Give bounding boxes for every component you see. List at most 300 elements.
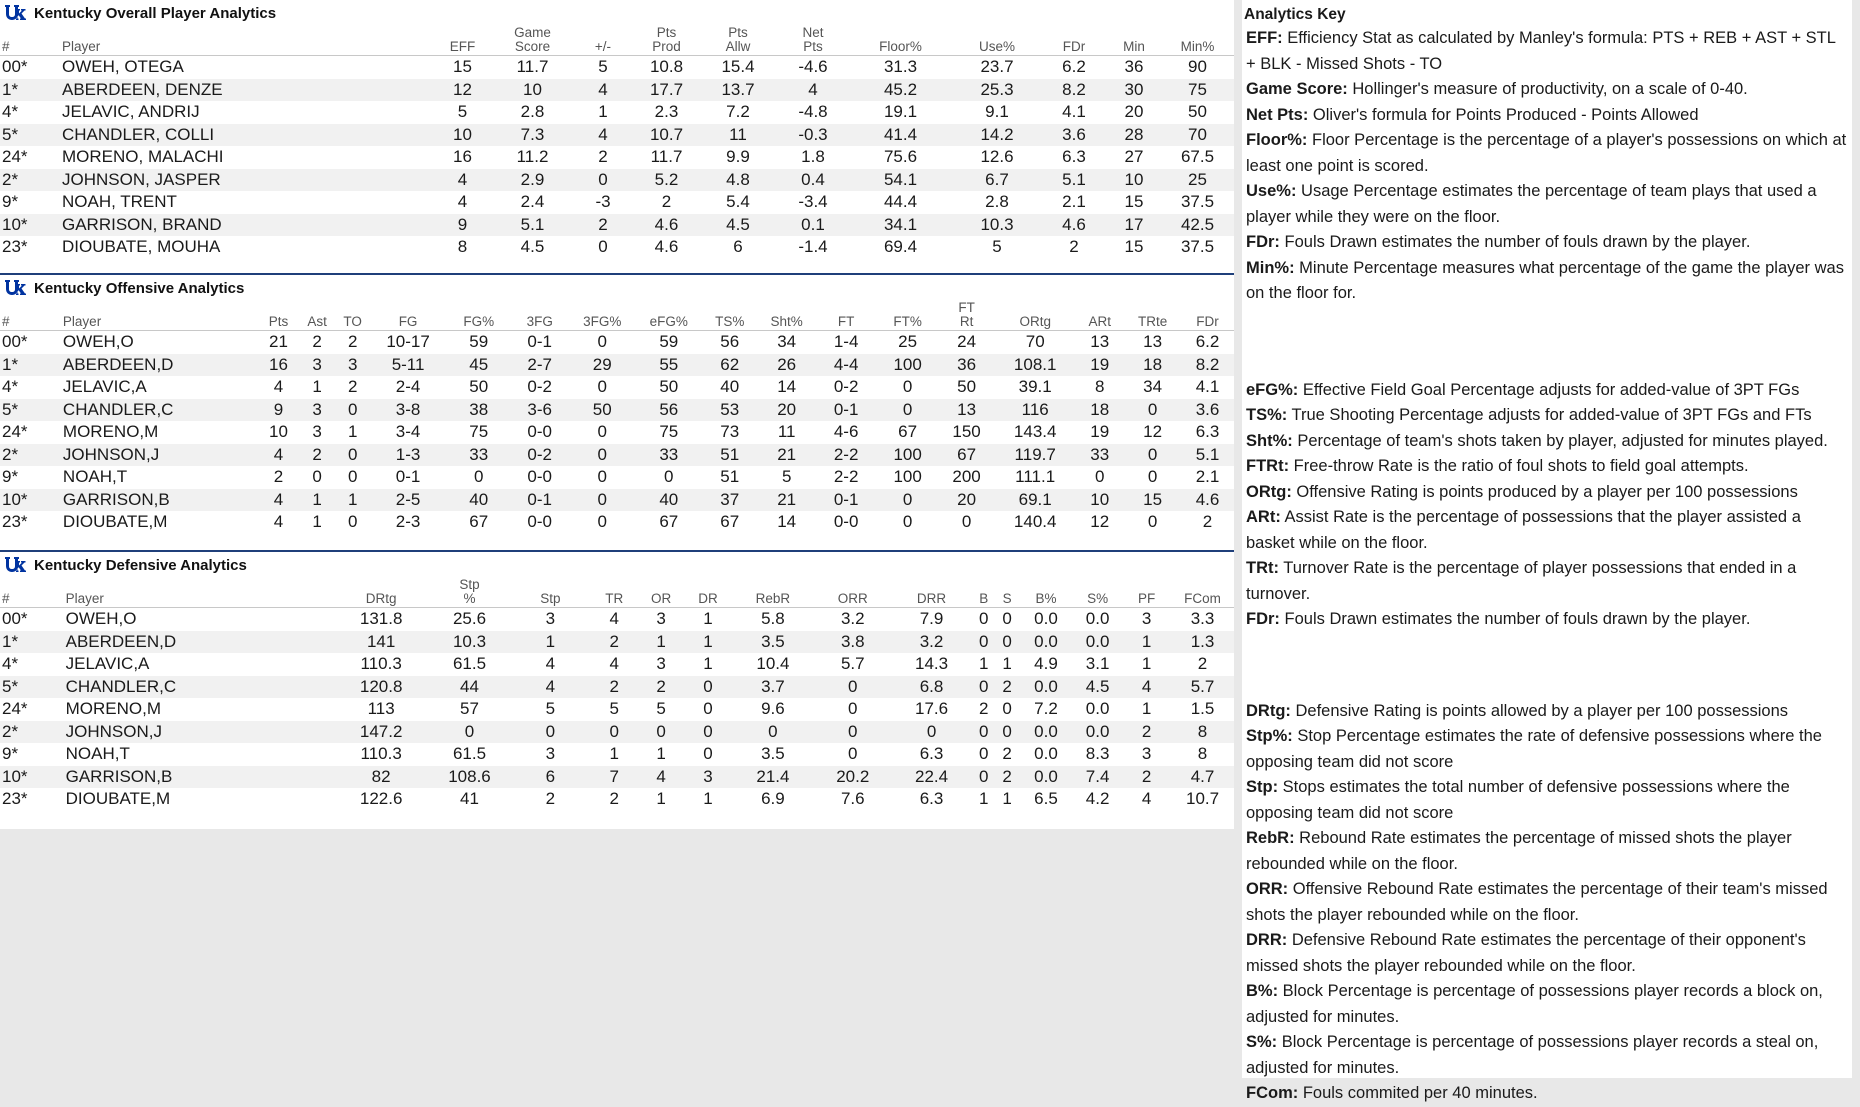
stat-cell: 0 [891, 721, 972, 744]
column-header-line2: % [463, 591, 476, 606]
stat-cell: 15 [1124, 489, 1181, 512]
column-header [299, 301, 336, 331]
column-header-line2: DRR [916, 591, 947, 606]
jersey-number-cell: 2* [0, 721, 60, 744]
key-term: FDr: [1246, 233, 1280, 251]
key-entry [1242, 607, 1852, 633]
player-name-cell: JELAVIC, ANDRIJ [62, 102, 200, 121]
column-header-line2: RebR [755, 591, 791, 606]
stat-cell: 8 [1197, 744, 1208, 763]
stat-cell: 4 [1122, 676, 1171, 699]
stat-cell: 5 [545, 699, 556, 718]
key-entry [1242, 1081, 1852, 1107]
key-description: Fouls Drawn estimates the number of fouls drawn by the player. [1279, 610, 1751, 628]
stat-cell: 0-1 [815, 399, 877, 422]
key-entry [1242, 480, 1852, 506]
stat-cell: 36 [1124, 57, 1144, 76]
overall-analytics-section [0, 0, 1234, 273]
defensive-analytics-section [0, 550, 1234, 829]
stat-cell: 0-0 [527, 467, 552, 486]
stat-cell: 5-11 [370, 354, 446, 377]
stat-cell: 0.0 [1085, 699, 1110, 718]
stat-cell: 0 [335, 399, 370, 422]
key-term: Stp%: [1246, 727, 1293, 745]
stat-cell: 33 [446, 444, 511, 467]
stat-cell: 27 [1124, 147, 1144, 166]
defensive-header-row [0, 578, 1234, 608]
stat-cell: 2 [1069, 237, 1079, 256]
key-description: Percentage of team's shots taken by player, adjusted for minutes played. [1292, 431, 1828, 450]
stat-cell: 45 [446, 354, 511, 377]
stat-cell: 4.5 [520, 237, 545, 256]
column-header [258, 301, 299, 331]
stat-cell: 5 [609, 699, 620, 718]
stat-cell: 0.0 [1073, 631, 1122, 654]
stat-cell: 3.8 [814, 631, 891, 654]
stat-cell: 19.1 [883, 102, 918, 121]
column-header-line2: 3FG% [583, 314, 622, 329]
stat-cell: 14 [777, 512, 797, 531]
stat-cell: 20.2 [814, 766, 891, 789]
key-term: TS%: [1246, 406, 1288, 424]
stat-cell: 1 [299, 489, 336, 512]
table-row [0, 56, 1234, 79]
stat-cell: 2 [312, 332, 322, 351]
stat-cell: 1 [656, 789, 666, 808]
table-row [0, 466, 1234, 489]
stat-cell: 34.1 [848, 214, 953, 237]
stat-cell: 41 [460, 789, 479, 808]
stat-cell: 4 [638, 766, 685, 789]
table-row [0, 124, 1234, 147]
column-header-line2: Pts [268, 314, 289, 329]
stat-cell: 0 [638, 721, 685, 744]
stat-cell: 10.4 [756, 654, 790, 673]
column-header [1124, 301, 1181, 331]
stat-cell: 4.6 [1041, 214, 1107, 237]
stat-cell: 0-1 [815, 489, 877, 512]
column-header [972, 578, 995, 608]
column-header-line2: Allw [725, 39, 751, 54]
column-header [778, 26, 848, 56]
table-row [0, 331, 1234, 354]
key-description: True Shooting Percentage adjusts for added-value of 3PT FGs and FTs [1287, 406, 1812, 424]
stat-cell: 6.3 [1195, 422, 1220, 441]
stat-cell: 3 [685, 766, 732, 789]
stat-cell: 3.6 [1181, 399, 1234, 422]
stat-cell: 0.0 [1085, 609, 1110, 628]
kentucky-uk-logo-icon [4, 3, 26, 23]
key-entry [1242, 826, 1852, 877]
column-header [370, 301, 446, 331]
stat-cell: 59 [659, 332, 679, 351]
stat-cell: 1 [335, 489, 370, 512]
stat-cell: 15.4 [721, 57, 755, 76]
stat-cell: 69.1 [995, 489, 1075, 512]
stat-cell: 31.3 [883, 57, 918, 76]
key-description: Offensive Rating is points produced by a player per 100 possessions [1291, 482, 1798, 501]
stat-cell: 1-4 [833, 332, 859, 351]
column-header [953, 26, 1041, 56]
stat-cell: 0 [848, 744, 858, 763]
stat-cell: 1 [685, 631, 732, 654]
key-entry [1242, 26, 1852, 77]
jersey-number-cell: 24* [2, 699, 28, 718]
table-row [0, 169, 1234, 192]
stat-cell: 2-3 [395, 512, 421, 531]
jersey-number-cell: 9* [2, 192, 19, 211]
stat-cell: 10 [1107, 169, 1161, 192]
key-term: ORtg: [1246, 482, 1292, 501]
key-term: Game Score: [1246, 80, 1348, 98]
column-header-line2: # [2, 591, 10, 606]
stat-cell: 4 [510, 676, 591, 699]
stat-cell: 2 [1202, 512, 1213, 531]
table-row [0, 608, 1234, 631]
stat-cell: 14.2 [953, 124, 1041, 147]
table-row [0, 101, 1234, 124]
stat-cell: 2 [995, 676, 1018, 699]
player-name-cell: ABERDEEN,D [57, 354, 258, 377]
stat-cell: 1 [703, 609, 713, 628]
stat-cell: 0 [429, 721, 510, 744]
player-name-cell: CHANDLER,C [57, 399, 258, 422]
stat-cell: 2 [591, 631, 638, 654]
stat-cell: 11 [777, 422, 796, 441]
stat-cell: 108.6 [429, 766, 510, 789]
jersey-number-cell: 1* [0, 631, 60, 654]
stat-cell: 2.1 [1062, 192, 1086, 211]
jersey-number-cell: 9* [2, 744, 19, 763]
defensive-analytics-table [0, 578, 1234, 811]
stat-cell: 67 [938, 444, 995, 467]
table-row [0, 766, 1234, 789]
stat-cell: 13 [938, 399, 995, 422]
key-description: Offensive Rebound Rate estimates the percentage of their team's missed shots the player rebounded while on the floor. [1246, 880, 1828, 924]
defensive-analytics-title: Kentucky Defensive Analytics [34, 556, 247, 574]
stat-cell: 20 [938, 489, 995, 512]
stat-cell: 11.7 [650, 147, 683, 166]
stat-cell: 10.7 [635, 124, 698, 147]
stat-cell: 3 [545, 744, 556, 763]
stat-cell: 5 [656, 699, 666, 718]
stat-cell: 0 [1095, 467, 1105, 486]
player-name-cell: JOHNSON,J [60, 721, 334, 744]
stat-cell: 1 [598, 102, 608, 121]
stat-cell: 6.8 [891, 676, 972, 699]
stat-cell: 67.5 [1180, 147, 1215, 166]
column-header-line2: FCom [1184, 591, 1221, 606]
key-description: Hollinger's measure of productivity, on a scale of 0-40. [1347, 80, 1748, 98]
stat-cell: 19 [1075, 354, 1124, 377]
key-group-offensive [1242, 378, 1852, 633]
stat-cell: 2.1 [1195, 467, 1220, 486]
stat-cell: 2-4 [395, 377, 421, 396]
stat-cell: 37 [701, 489, 758, 512]
player-name-cell: DIOUBATE, MOUHA [62, 237, 221, 256]
jersey-number-cell: 10* [0, 766, 60, 789]
stat-cell: 0-2 [527, 377, 552, 396]
column-header [429, 578, 510, 608]
stat-cell: 8 [457, 237, 468, 256]
stat-cell: 17.7 [635, 79, 698, 102]
stat-cell: 13.7 [698, 79, 778, 102]
column-header [0, 26, 56, 56]
stat-cell: 28 [1107, 124, 1161, 147]
offensive-table-body [0, 331, 1234, 534]
key-entry [1242, 403, 1852, 429]
stat-cell: 21.4 [731, 766, 814, 789]
stat-cell: 2 [347, 332, 358, 351]
stat-cell: 1.5 [1190, 699, 1215, 718]
stat-cell: 4 [545, 654, 556, 673]
stat-cell: 0 [568, 444, 636, 467]
column-header [731, 578, 814, 608]
stat-cell: 45.2 [848, 79, 953, 102]
column-header [568, 301, 636, 331]
key-term: DRtg: [1246, 701, 1291, 720]
stat-cell: 5.1 [1041, 169, 1107, 192]
stat-cell: 5 [457, 102, 468, 121]
column-header-line2: Player [62, 314, 102, 329]
offensive-analytics-table [0, 301, 1234, 534]
stat-cell: 4 [778, 79, 848, 102]
stat-cell: 110.3 [360, 744, 402, 763]
key-entry [1242, 775, 1852, 826]
column-header [1171, 578, 1234, 608]
column-header-line2: TS% [715, 314, 745, 329]
player-name-cell: DIOUBATE,M [62, 512, 168, 531]
jersey-number-cell: 00* [2, 609, 28, 628]
stat-cell: 1 [1002, 654, 1012, 673]
stat-cell: 2 [598, 147, 608, 166]
defensive-analytics-header [0, 552, 1234, 578]
stat-cell: 0 [972, 721, 995, 744]
stat-cell: 75 [659, 422, 679, 441]
column-header [877, 301, 938, 331]
column-header [60, 578, 334, 608]
stat-cell: 53 [701, 399, 758, 422]
table-row [0, 698, 1234, 721]
key-entry [1242, 979, 1852, 1030]
table-row [0, 489, 1234, 512]
column-header [815, 301, 877, 331]
offensive-analytics-header [0, 275, 1234, 301]
stat-cell: 90 [1188, 57, 1207, 76]
key-entry [1242, 1030, 1852, 1081]
stat-cell: 120.8 [333, 676, 429, 699]
key-entry [1242, 877, 1852, 928]
column-header [591, 578, 638, 608]
stat-cell: 67 [720, 512, 740, 531]
column-header [1181, 301, 1234, 331]
stat-cell: 4.6 [1181, 489, 1234, 512]
stat-cell: 0 [1147, 512, 1158, 531]
stat-cell: 23.7 [980, 57, 1014, 76]
column-header-line2: FDr [1062, 39, 1086, 54]
stat-cell: 0 [335, 444, 370, 467]
stat-cell: 4 [273, 377, 284, 396]
stat-cell: 0.0 [1019, 631, 1073, 654]
stat-cell: 6.3 [919, 789, 944, 808]
stat-cell: 39.1 [1018, 377, 1052, 396]
column-header [891, 578, 972, 608]
column-header [995, 578, 1018, 608]
table-row [0, 214, 1234, 237]
stat-cell: 0 [877, 489, 938, 512]
stat-cell: 16 [258, 354, 299, 377]
stat-cell: 2 [638, 676, 685, 699]
stat-cell: 3-8 [370, 399, 446, 422]
column-header-line2: Min% [1180, 39, 1215, 54]
overall-header-row [0, 26, 1234, 56]
stat-cell: 2.4 [520, 192, 545, 211]
stat-cell: 4 [571, 79, 635, 102]
stat-cell: 0-2 [833, 377, 859, 396]
column-header [636, 301, 701, 331]
player-name-cell: NOAH,T [62, 467, 128, 486]
key-description: Minute Percentage measures what percentage of the game the player was on the floor for. [1246, 258, 1844, 302]
stat-cell: 10-17 [386, 332, 430, 351]
player-name-cell: ABERDEEN, DENZE [56, 79, 431, 102]
stat-cell: 4 [273, 512, 284, 531]
stat-cell: 2 [571, 214, 635, 237]
stat-cell: 1 [347, 422, 358, 441]
stat-cell: 75.6 [883, 147, 918, 166]
stat-cell: 2.8 [520, 102, 545, 121]
stat-cell: 20 [1124, 102, 1144, 121]
stat-cell: 40 [720, 377, 740, 396]
key-entry [1242, 256, 1852, 307]
stat-cell: 0 [995, 721, 1018, 744]
key-term: ARt: [1246, 508, 1281, 526]
key-description: Defensive Rating is points allowed by a player per 100 possessions [1290, 701, 1789, 720]
stat-cell: 0 [848, 699, 858, 718]
stat-cell: 6.3 [1062, 147, 1086, 166]
stat-cell: 5.2 [635, 169, 698, 192]
player-name-cell: OWEH,O [65, 609, 137, 628]
stat-cell: 0 [571, 169, 635, 192]
stat-cell: 82 [333, 766, 429, 789]
stat-cell: 56 [720, 332, 740, 351]
stat-cell: 10.8 [649, 57, 684, 76]
column-header-line2: FG% [463, 314, 495, 329]
stat-cell: 30 [1107, 79, 1161, 102]
table-row [0, 191, 1234, 214]
column-header-line2: Player [65, 591, 104, 606]
column-header-line2: Player [62, 39, 101, 54]
stat-cell: 4-6 [833, 422, 859, 441]
column-header-line2: FT% [893, 314, 922, 329]
stat-cell: 4 [1141, 789, 1152, 808]
stat-cell: 0 [685, 721, 732, 744]
key-description: Block Percentage is percentage of possessions player records a block on, adjusted for minutes. [1246, 982, 1823, 1026]
stat-cell: 4 [571, 124, 635, 147]
stat-cell: 62 [701, 354, 758, 377]
key-entry [1242, 103, 1852, 129]
column-header-line2: TRte [1137, 314, 1168, 329]
stat-cell: 37.5 [1180, 237, 1215, 256]
stat-cell: 4.1 [1195, 377, 1220, 396]
jersey-number-cell: 4* [2, 654, 19, 673]
stat-cell: 6.5 [1034, 789, 1058, 808]
stat-cell: 37.5 [1180, 192, 1215, 211]
column-header-line2: B% [1035, 591, 1057, 606]
key-term: Min%: [1246, 258, 1295, 277]
stat-cell: 75 [1161, 79, 1234, 102]
stat-cell: 13 [1143, 332, 1163, 351]
column-header-line2: Ast [307, 314, 327, 329]
key-entry [1242, 556, 1852, 607]
key-description: Defensive Rebound Rate estimates the percentage of their opponent's missed shots the player rebounded while on the floor. [1246, 931, 1806, 975]
player-name-cell: DIOUBATE,M [65, 789, 171, 808]
stat-cell: 8.3 [1085, 744, 1110, 763]
stat-cell: 2 [591, 676, 638, 699]
column-header-line2: Min [1123, 39, 1145, 54]
stat-cell: 0.0 [1073, 721, 1122, 744]
column-header [635, 26, 698, 56]
column-header-line2: FT [837, 314, 855, 329]
stat-cell: 5.7 [840, 654, 865, 673]
table-row [0, 399, 1234, 422]
jersey-number-cell: 9* [2, 467, 19, 486]
stat-cell: 33 [1075, 444, 1124, 467]
stat-cell: 100 [877, 354, 938, 377]
column-header-line2: S [1002, 591, 1012, 606]
jersey-number-cell: 2* [0, 444, 57, 467]
stat-cell: 0 [597, 422, 607, 441]
stat-cell: 5.1 [494, 214, 571, 237]
jersey-number-cell: 23* [2, 789, 28, 808]
stat-cell: 3 [545, 609, 556, 628]
table-row [0, 79, 1234, 102]
stat-cell: 50 [568, 399, 636, 422]
stat-cell: 21 [758, 489, 815, 512]
player-name-cell: JELAVIC,A [62, 377, 147, 396]
stat-cell: 3 [312, 422, 322, 441]
stat-cell: 10.3 [953, 214, 1041, 237]
stat-cell: 17.6 [915, 699, 949, 718]
stat-cell: 0 [972, 766, 995, 789]
stat-cell: 7.3 [494, 124, 571, 147]
stat-cell: 2-2 [833, 467, 859, 486]
column-header [758, 301, 815, 331]
column-header [1041, 26, 1107, 56]
stat-cell: 0 [1147, 467, 1158, 486]
stat-cell: 40 [446, 489, 511, 512]
stat-cell: 0 [1002, 609, 1012, 628]
stat-cell: 22.4 [891, 766, 972, 789]
key-description: Rebound Rate estimates the percentage of missed shots the player rebounded while on the floor. [1246, 829, 1792, 873]
table-row [0, 653, 1234, 676]
column-header-line2: PF [1137, 591, 1156, 606]
stat-cell: 12 [1090, 512, 1110, 531]
overall-analytics-header [0, 0, 1234, 26]
column-header [1107, 26, 1161, 56]
stat-cell: 2-5 [370, 489, 446, 512]
key-group-overall [1242, 26, 1852, 307]
column-header [1019, 578, 1073, 608]
stat-cell: 6.2 [1195, 332, 1220, 351]
key-term: Use%: [1246, 182, 1297, 200]
stat-cell: 0 [347, 467, 358, 486]
column-header-line2: # [2, 39, 10, 54]
stat-cell: 19 [1090, 422, 1110, 441]
stat-cell: 6.3 [919, 744, 944, 763]
stat-cell: 2 [347, 377, 358, 396]
key-description: Fouls Drawn estimates the number of fouls drawn by the player. [1279, 233, 1751, 251]
stat-cell: 0 [814, 676, 891, 699]
